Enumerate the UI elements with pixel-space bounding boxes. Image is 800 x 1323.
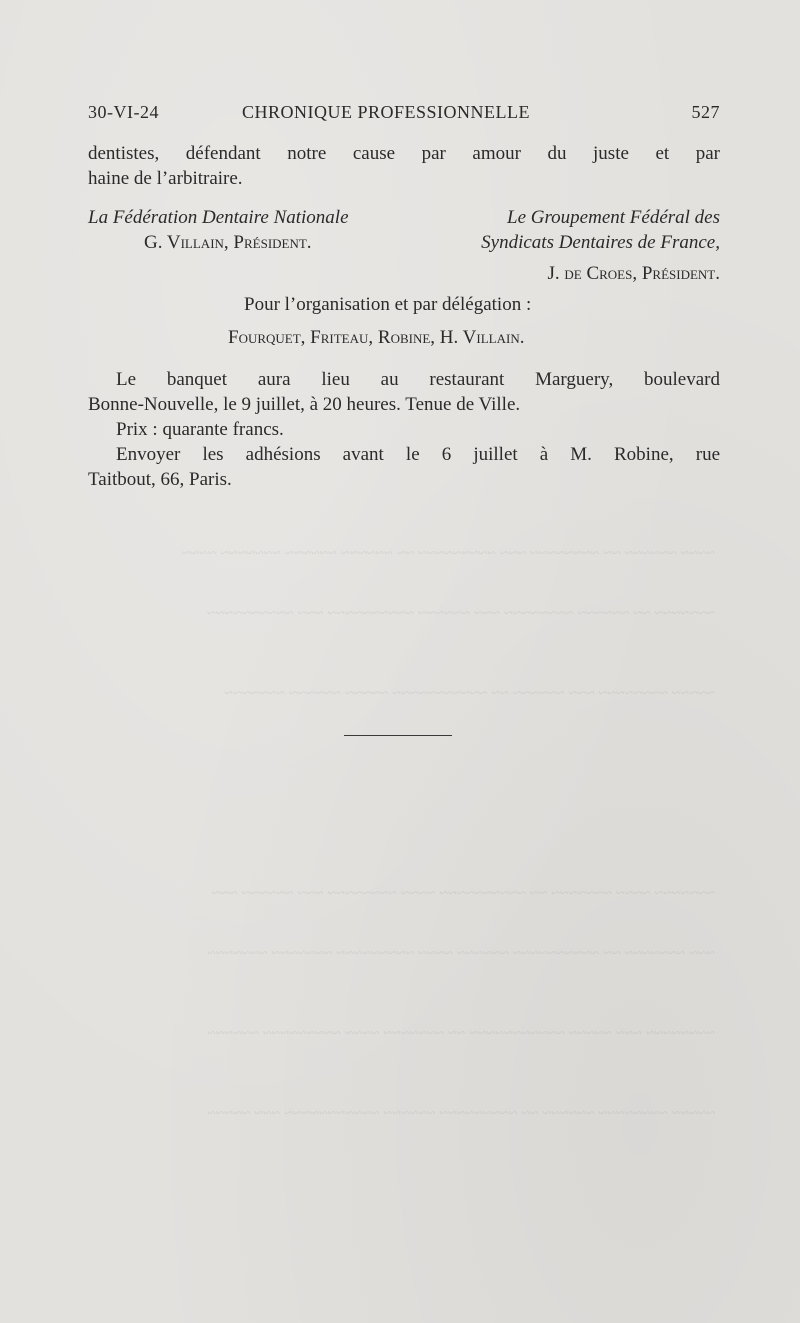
banquet-line: Taitbout, 66, Paris.: [88, 469, 232, 490]
president-name: J. de Croes, Président.: [547, 263, 720, 284]
page-number: 527: [691, 102, 720, 122]
delegation-line: Pour l’organisation et par délégation :: [244, 294, 532, 315]
section-divider: [344, 735, 452, 736]
banquet-line: Le banquet aura lieu au restaurant Marguery, boulevard: [116, 369, 720, 390]
delegation-names: Fourquet, Friteau, Robine, H. Villain.: [228, 327, 525, 348]
intro-paragraph: [88, 141, 720, 191]
president-name: G. Villain, Président.: [144, 232, 312, 253]
header-title: CHRONIQUE PROFESSIONNELLE: [242, 102, 531, 122]
banquet-line: Bonne-Nouvelle, le 9 juillet, à 20 heures. Tenue de Ville.: [88, 394, 521, 415]
bleed-through-texture: ~~~~~~~ ~~~~ ~~~~~~~ ~~ ~~~~~~~~~~ ~~~~ ~~~~~~~~ ~~~ ~~~~~~ ~~~: [211, 885, 715, 902]
bleed-through-texture: ~~~~~ ~~~~~~~~ ~~~ ~~~~~~ ~~ ~~~~~~~~~~~ ~~~~~ ~~~~~~ ~~~~~~~: [224, 685, 715, 702]
organization-name: Syndicats Dentaires de France,: [481, 232, 720, 253]
banquet-line: Envoyer les adhésions avant le 6 juillet à M. Robine, rue: [116, 444, 720, 465]
bleed-through-texture: ~~~~ ~~~~~~ ~~ ~~~~~~~~ ~~~ ~~~~~~~~~ ~~ ~~~~~~ ~~~~~~ ~~~~~~~ ~~~~: [181, 545, 715, 562]
intro-line: haine de l’arbitraire.: [88, 168, 243, 189]
signatory-right: [424, 205, 720, 286]
organization-name: La Fédération Dentaire Nationale: [88, 207, 349, 228]
bleed-through-texture: ~~~ ~~~~~~~ ~~ ~~~~~~~~~~ ~~~~~~ ~~~~ ~~~~~~~~~ ~~~~~~~ ~~~~~~~: [206, 945, 715, 962]
header-date: 30-VI-24: [88, 102, 159, 122]
intro-line: dentistes, défendant notre cause par amour du juste et par: [88, 143, 720, 164]
signatory-left: [88, 205, 349, 255]
banquet-line: Prix : quarante francs.: [116, 419, 284, 440]
organization-name: Le Groupement Fédéral des: [507, 207, 720, 228]
delegation-block: [88, 292, 720, 350]
bleed-through-texture: ~~~~~~~ ~~ ~~~~~~ ~~~~~~~~ ~~~ ~~~~~~ ~~~~~~~~~~ ~~~ ~~~~~~~~~~: [206, 605, 715, 622]
bleed-through-texture: ~~~~~~~~ ~~~ ~~~~~ ~~~~~~~~~~~ ~~ ~~~~~~~ ~~~~ ~~~~~~~~~ ~~~~~~: [206, 1025, 715, 1042]
banquet-paragraph: [88, 367, 720, 492]
running-header: [88, 102, 720, 126]
bleed-through-texture: ~~~~~ ~~~~~~~~ ~~~~~~ ~~ ~~~~~~~~~ ~~~~~~ ~~~~~~~~~~~ ~~~ ~~~~~: [206, 1105, 715, 1122]
